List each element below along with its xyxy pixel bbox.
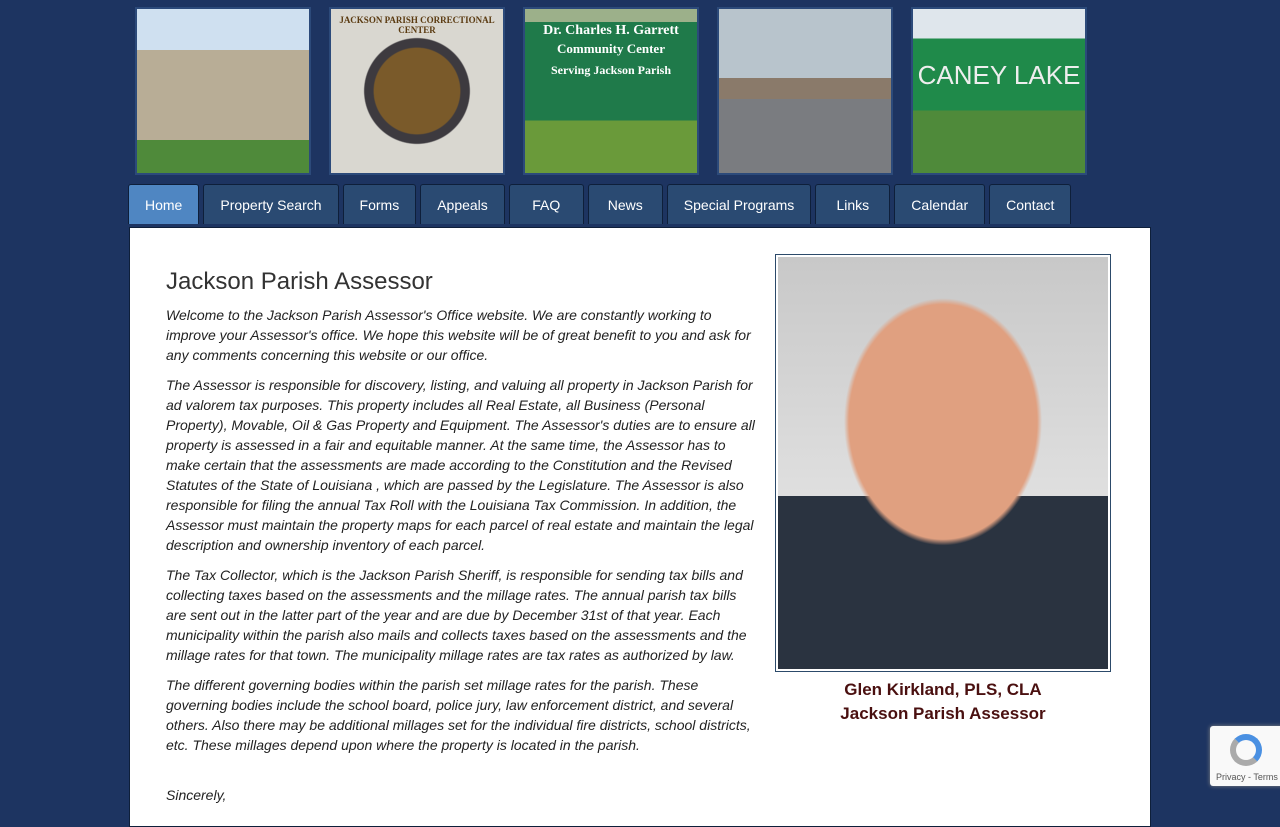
page-title: Jackson Parish Assessor [166, 268, 433, 295]
nav-calendar[interactable]: Calendar [894, 184, 985, 224]
banner [135, 7, 1087, 175]
sign-line: Serving Jackson Parish [550, 63, 671, 78]
nav-news[interactable]: News [588, 184, 663, 224]
nav-faq[interactable]: FAQ [509, 184, 584, 224]
assessor-name: Glen Kirkland, PLS, CLA [844, 680, 1042, 699]
sign-line: Dr. Charles H. Garrett [543, 23, 679, 38]
paragraph: Welcome to the Jackson Parish Assessor's Office website. We are constantly working to improve your Assessor's office. We hope this website will be of great benefit to you and ask for any comments concerning this website or our office. [166, 307, 751, 363]
nav-contact[interactable]: Contact [989, 184, 1071, 224]
assessor-portrait [775, 254, 1111, 672]
closing: Sincerely, [166, 787, 227, 803]
nav-forms[interactable]: Forms [343, 184, 417, 224]
lake-sign: CANEY LAKE [917, 60, 1081, 90]
recaptcha-icon [1230, 734, 1262, 766]
correctional-center-badge-photo [329, 7, 505, 175]
caney-lake-photo [911, 7, 1087, 175]
portrait-caption [775, 678, 1111, 726]
nav-links[interactable]: Links [815, 184, 890, 224]
intro-text [166, 305, 758, 815]
nav-property-search[interactable]: Property Search [203, 184, 338, 224]
content-panel [129, 227, 1151, 827]
recaptcha-badge[interactable] [1210, 726, 1280, 786]
assessor-title: Jackson Parish Assessor [840, 704, 1046, 723]
nav-special-programs[interactable]: Special Programs [667, 184, 812, 224]
recaptcha-links[interactable]: Privacy - Terms [1216, 772, 1278, 782]
nav-home[interactable]: Home [128, 184, 199, 224]
main-nav [128, 184, 1071, 224]
paragraph: The Assessor is responsible for discovery, listing, and valuing all property in Jackson Parish for ad valorem tax purposes. This property includes all Real Estate, all Business (Personal Property), Movable, Oil & Gas Property and Equipment. The Assessor's duties are to ensure all property is assessed in a fair and equitable manner. At the same time, the Assessor has to make certain that the assessments are made according to the Constitution and the Revised Statutes of the State of Louisiana , which are passed by the Legislature. The Assessor is also responsible for filing the annual Tax Roll with the Louisiana Tax Commission. In addition, the Assessor must maintain the property maps for each parcel of real estate and maintain the legal description and ownership inventory of each parcel. [166, 377, 755, 553]
paragraph: The Tax Collector, which is the Jackson Parish Sheriff, is responsible for sending tax bills and collecting taxes based on the assessments and the millage rates. The annual parish tax bills are sent out in the latter part of the year and are due by December 31st of that year. Each municipality within the parish also mails and collects taxes based on the assessments and the millage rates for that town. The municipality millage rates are tax rates as authorized by law. [166, 567, 747, 663]
courthouse-photo [135, 7, 311, 175]
nav-appeals[interactable]: Appeals [420, 184, 505, 224]
building-photo [717, 7, 893, 175]
sign-line: Community Center [557, 41, 665, 57]
paragraph: The different governing bodies within the parish set millage rates for the parish. These governing bodies include the school board, police jury, law enforcement district, and several others. Also there may be additional millages set for the individual fire districts, school districts, etc. These millages depend upon where the property is located in the parish. [166, 677, 751, 753]
badge-text: JACKSON PARISH CORRECTIONAL CENTER [339, 15, 495, 36]
community-center-photo [523, 7, 699, 175]
